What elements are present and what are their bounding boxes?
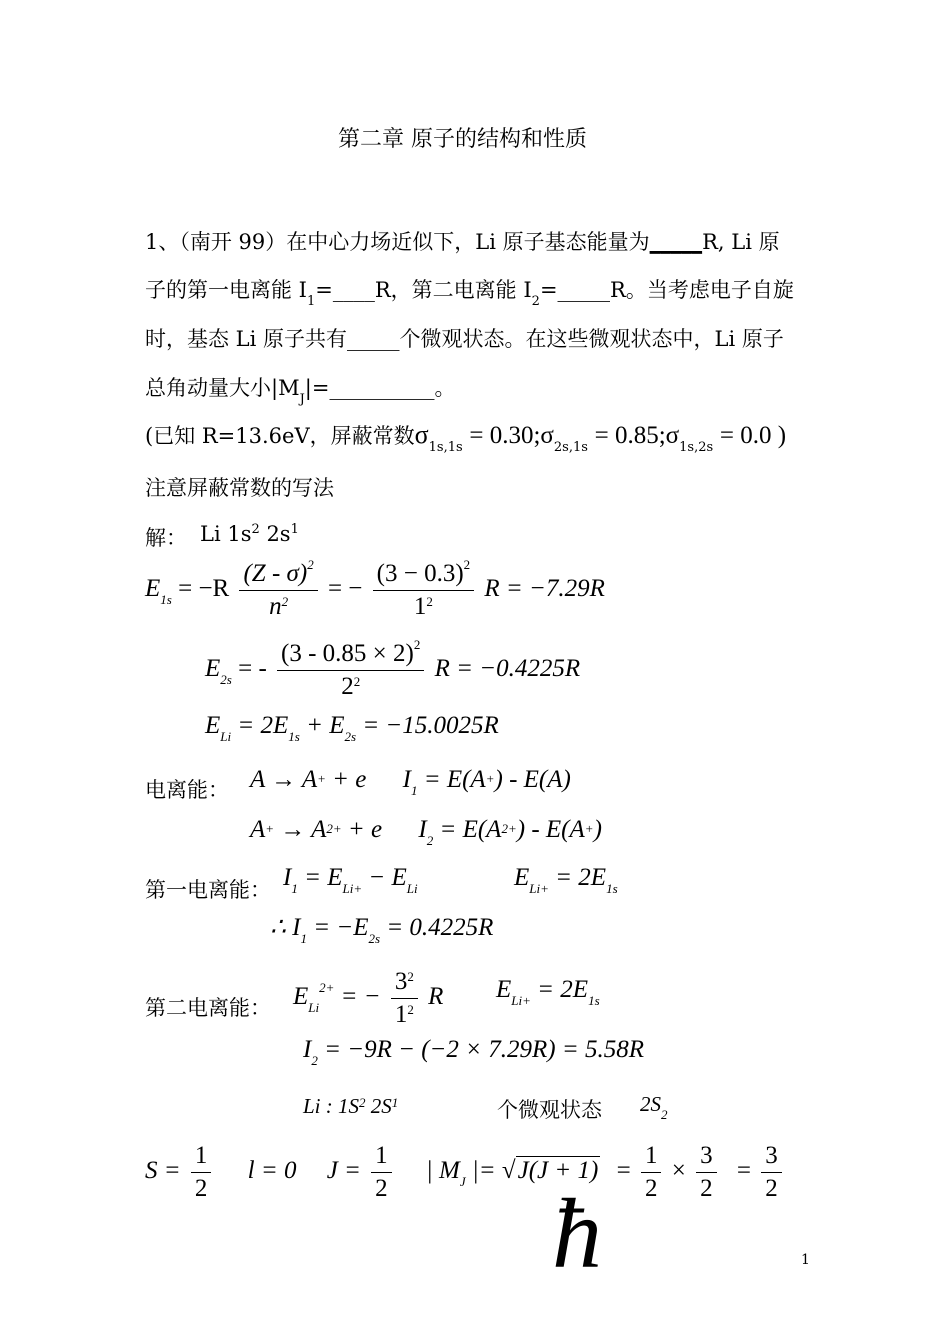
li-state-config: Li : $1S^2$ $2S^1$ [303,1094,399,1118]
first-ionization-equation: $I_1 = E_{Li+} - E_{Li}$ [283,864,418,896]
term-symbol: $2S_2$ [640,1092,668,1122]
hbar-symbol: ħ [552,1178,602,1289]
e-li-2plus-equation: $E_{Li}^{2+}$ = − $\frac{3^2}{1^2}$ R [293,968,444,1028]
first-ionization-label: 第一电离能： [145,878,271,902]
ionization-equation-2: A+ → A2+ + e $I_2 = E(A2+) - E(A+)$ [250,816,602,848]
question-line-4: 总角动量大小$|M_J|=\_\_\_\_\_\_\_\_\_\_$。 [145,376,456,407]
page-number: 1 [801,1252,810,1268]
question-note: 注意屏蔽常数的写法 [145,476,334,500]
e-li-plus-equation: $E_{Li+} = 2E_{1s}$ [514,864,618,896]
solution-label: 解： [145,526,187,550]
angular-momentum-equation: S = $\frac{1}{2}$ l = 0 J = $\frac{1}{2}$ | $M_J$ |= √J(J + 1) = $\frac{1}{2}$ × $\frac{3}{2}$ = $\frac{3}{2}$ [145,1142,786,1203]
ionization-equation-1: A → A+ + e $I_1 = E(A+) - E(A)$ [250,766,571,798]
equation-eli: $E_{Li} = 2E_{1s} + E_{2s} = -15.0025R$ [205,712,499,744]
microstate-label: 个微观状态 [497,1098,602,1122]
e-li-plus-equation-2: $E_{Li+} = 2E_{1s}$ [496,976,600,1008]
electron-configuration: Li $1s^2$ $2s^1$ [200,522,299,546]
equation-e2s: $E_{2s}$ = - $\frac{(3 - 0.85 \times 2)^2}{2^2}$ R = −0.4225R [205,637,581,700]
question-line-1: 1、（南开 99）在中心力场近似下，Li 原子基态能量为_____R, Li 原 [145,230,780,254]
ionization-label: 电离能： [145,778,229,802]
first-ionization-result: ∴ $I_1 = -E_{2s} = 0.4225R$ [270,914,494,946]
question-line-2: 子的第一电离能 $I_1=\_\_\_\_R$，第二电离能 $I_2=\_\_\_\_\_R$。当考虑电子自旋 [145,278,794,309]
question-line-3: 时，基态 Li 原子共有_____个微观状态。在这些微观状态中，Li 原子 [145,327,784,351]
second-ionization-label: 第二电离能： [145,996,271,1020]
equation-e1s: $E_{1s} = -R$ $\frac{(Z - \sigma)^2}{n^2}$ = − $\frac{(3 - 0.3)^2}{1^2}$ R = −7.29R [145,557,605,620]
question-line-5: (已知 R=13.6eV，屏蔽常数$\sigma_{1s,1s}$ = $0.30;\sigma_{2s,1s}$ = $0.85;\sigma_{1s,2s} = 0.0$ ) [145,420,787,455]
second-ionization-result: $I_2 = -9R - (-2 \times 7.29R) = 5.58R$ [303,1036,645,1068]
page-title: 第二章 原子的结构和性质 [338,127,587,152]
